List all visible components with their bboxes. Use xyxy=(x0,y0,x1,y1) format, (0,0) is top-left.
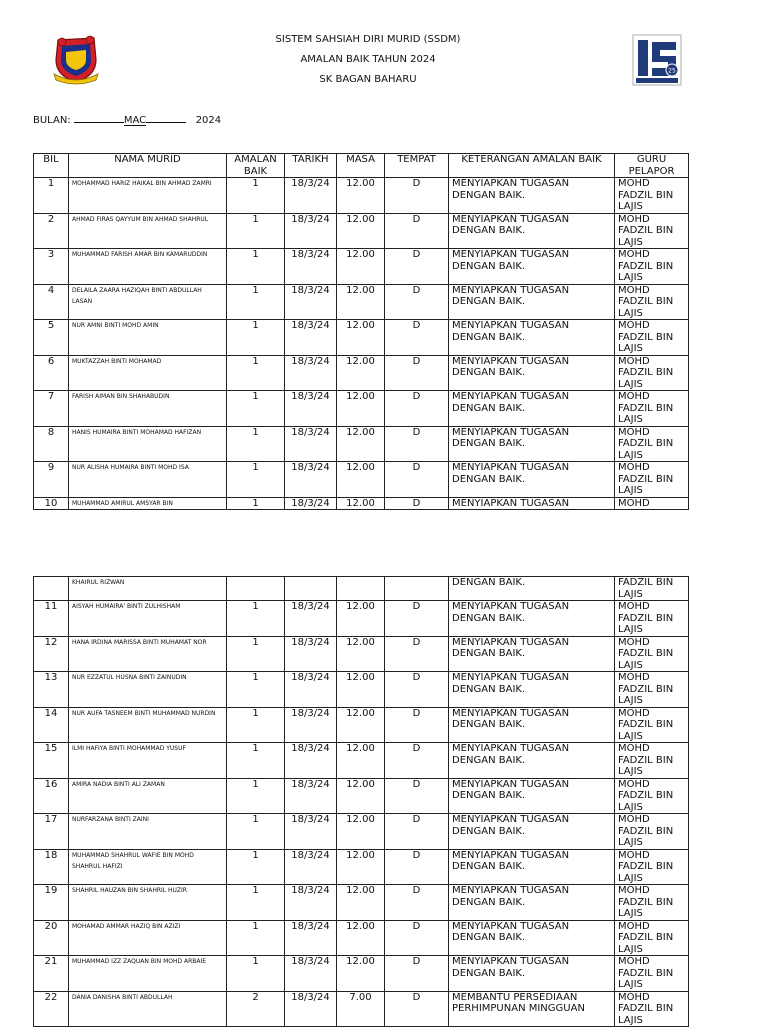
cell-tarikh: 18/3/24 xyxy=(285,426,337,462)
cell-keterangan: MENYIAPKAN TUGASAN DENGAN BAIK. xyxy=(449,249,615,285)
cell-guru: MOHD FADZIL BIN LAJIS xyxy=(615,991,689,1027)
cell-guru: MOHD FADZIL BIN LAJIS xyxy=(615,213,689,249)
cell-masa: 12.00 xyxy=(337,320,385,356)
cell-amalan: 1 xyxy=(227,213,285,249)
cell-bil: 13 xyxy=(34,672,69,708)
table-row xyxy=(34,672,689,708)
cell-tempat: D xyxy=(385,636,449,672)
cell-tempat xyxy=(385,577,449,601)
col-header-tarikh: TARIKH xyxy=(285,154,337,178)
table-row xyxy=(34,707,689,743)
cell-amalan: 1 xyxy=(227,707,285,743)
cell-guru: MOHD FADZIL BIN LAJIS xyxy=(615,601,689,637)
table-row xyxy=(34,249,689,285)
cell-keterangan: MENYIAPKAN TUGASAN DENGAN BAIK. xyxy=(449,426,615,462)
cell-tarikh: 18/3/24 xyxy=(285,636,337,672)
cell-tarikh: 18/3/24 xyxy=(285,707,337,743)
cell-masa: 12.00 xyxy=(337,707,385,743)
cell-tarikh xyxy=(285,577,337,601)
cell-tempat: D xyxy=(385,426,449,462)
table-row xyxy=(34,320,689,356)
cell-tarikh: 18/3/24 xyxy=(285,885,337,921)
cell-masa: 12.00 xyxy=(337,249,385,285)
cell-nama: NUR AUFA TASNEEM BINTI MUHAMMAD NURDIN xyxy=(69,707,227,743)
cell-nama: NUR ALISHA HUMAIRA BINTI MOHD ISA xyxy=(69,462,227,498)
cell-amalan: 1 xyxy=(227,355,285,391)
cell-keterangan: MENYIAPKAN TUGASAN DENGAN BAIK. xyxy=(449,849,615,885)
cell-guru: MOHD FADZIL BIN LAJIS xyxy=(615,778,689,814)
cell-tarikh: 18/3/24 xyxy=(285,249,337,285)
table-header-row xyxy=(34,154,689,178)
cell-masa: 12.00 xyxy=(337,355,385,391)
cell-guru: MOHD FADZIL BIN LAJIS xyxy=(615,249,689,285)
cell-nama: HANIS HUMAIRA BINTI MOHAMAD HAFIZAN xyxy=(69,426,227,462)
col-header-nama: NAMA MURID xyxy=(69,154,227,178)
cell-nama: MOHAMAD AMMAR HAZIQ BIN AZIZI xyxy=(69,920,227,956)
logo-badge-text: 25 xyxy=(668,67,676,75)
cell-masa: 12.00 xyxy=(337,849,385,885)
cell-keterangan: MENYIAPKAN TUGASAN DENGAN BAIK. xyxy=(449,320,615,356)
cell-keterangan: MENYIAPKAN TUGASAN DENGAN BAIK. xyxy=(449,778,615,814)
cell-guru: MOHD FADZIL BIN LAJIS xyxy=(615,814,689,850)
cell-amalan: 1 xyxy=(227,885,285,921)
cell-keterangan: MENYIAPKAN TUGASAN DENGAN BAIK. xyxy=(449,636,615,672)
cell-nama: FARISH AIMAN BIN SHAHABUDIN xyxy=(69,391,227,427)
cell-keterangan: MENYIAPKAN TUGASAN DENGAN BAIK. xyxy=(449,814,615,850)
cell-nama: DANIA DANISHA BINTI ABDULLAH xyxy=(69,991,227,1027)
table-body-part-1 xyxy=(34,178,689,510)
cell-masa: 12.00 xyxy=(337,956,385,992)
cell-masa: 12.00 xyxy=(337,814,385,850)
cell-tempat: D xyxy=(385,601,449,637)
cell-tarikh: 18/3/24 xyxy=(285,601,337,637)
header-school: SK BAGAN BAHARU xyxy=(319,74,417,85)
cell-amalan: 1 xyxy=(227,178,285,214)
cell-tempat: D xyxy=(385,672,449,708)
cell-bil: 1 xyxy=(34,178,69,214)
cell-keterangan: MENYIAPKAN TUGASAN DENGAN BAIK. xyxy=(449,956,615,992)
cell-amalan: 1 xyxy=(227,284,285,320)
cell-bil: 14 xyxy=(34,707,69,743)
cell-tarikh: 18/3/24 xyxy=(285,991,337,1027)
cell-guru: MOHD FADZIL BIN LAJIS xyxy=(615,707,689,743)
cell-tempat: D xyxy=(385,885,449,921)
table-row xyxy=(34,497,689,510)
table-row xyxy=(34,391,689,427)
cell-tempat: D xyxy=(385,743,449,779)
table-row xyxy=(34,743,689,779)
cell-keterangan: MENYIAPKAN TUGASAN xyxy=(449,497,615,510)
cell-bil: 8 xyxy=(34,426,69,462)
cell-nama: AISYAH HUMAIRA' BINTI ZULHISHAM xyxy=(69,601,227,637)
table-row xyxy=(34,213,689,249)
cell-guru: MOHD FADZIL BIN LAJIS xyxy=(615,743,689,779)
cell-guru: MOHD FADZIL BIN LAJIS xyxy=(615,956,689,992)
cell-tarikh: 18/3/24 xyxy=(285,178,337,214)
cell-guru: MOHD xyxy=(615,497,689,510)
cell-amalan: 1 xyxy=(227,320,285,356)
table-row xyxy=(34,885,689,921)
cell-guru: MOHD FADZIL BIN LAJIS xyxy=(615,636,689,672)
cell-masa: 12.00 xyxy=(337,391,385,427)
cell-nama: NURFARZANA BINTI ZAINI xyxy=(69,814,227,850)
cell-masa xyxy=(337,577,385,601)
cell-tempat: D xyxy=(385,814,449,850)
cell-amalan: 1 xyxy=(227,778,285,814)
cell-tempat: D xyxy=(385,778,449,814)
cell-keterangan: MEMBANTU PERSEDIAAN PERHIMPUNAN MINGGUAN xyxy=(449,991,615,1027)
cell-tempat: D xyxy=(385,707,449,743)
cell-guru: MOHD FADZIL BIN LAJIS xyxy=(615,426,689,462)
table-row xyxy=(34,577,689,601)
cell-bil: 10 xyxy=(34,497,69,510)
month-line xyxy=(33,112,221,126)
amalan-table-part-2 xyxy=(33,576,689,1027)
cell-keterangan: DENGAN BAIK. xyxy=(449,577,615,601)
cell-tarikh: 18/3/24 xyxy=(285,284,337,320)
month-label: BULAN: xyxy=(33,115,71,126)
cell-nama: HANA IRDINA MARISSA BINTI MUHAMAT NOR xyxy=(69,636,227,672)
cell-keterangan: MENYIAPKAN TUGASAN DENGAN BAIK. xyxy=(449,213,615,249)
cell-bil: 7 xyxy=(34,391,69,427)
cell-tarikh: 18/3/24 xyxy=(285,672,337,708)
cell-nama: NUR AMNI BINTI MOHD AMIN xyxy=(69,320,227,356)
amalan-table-part-1 xyxy=(33,153,689,510)
cell-guru: MOHD FADZIL BIN LAJIS xyxy=(615,462,689,498)
cell-guru: MOHD FADZIL BIN LAJIS xyxy=(615,178,689,214)
cell-tarikh: 18/3/24 xyxy=(285,213,337,249)
cell-tempat: D xyxy=(385,991,449,1027)
cell-nama: AHMAD FIRAS QAYYUM BIN AHMAD SHAHRUL xyxy=(69,213,227,249)
document-header xyxy=(0,30,736,90)
cell-tarikh: 18/3/24 xyxy=(285,320,337,356)
cell-amalan: 1 xyxy=(227,497,285,510)
cell-tempat: D xyxy=(385,920,449,956)
cell-nama: SHAHRIL HAUZAN BIN SHAHRIL HUZIR xyxy=(69,885,227,921)
year-value: 2024 xyxy=(195,115,222,126)
cell-nama: DELAILA ZAARA HAZIQAH BINTI ABDULLAH LASAN xyxy=(69,284,227,320)
cell-guru: MOHD FADZIL BIN LAJIS xyxy=(615,672,689,708)
cell-tarikh: 18/3/24 xyxy=(285,956,337,992)
cell-bil: 9 xyxy=(34,462,69,498)
cell-masa: 12.00 xyxy=(337,284,385,320)
cell-bil: 17 xyxy=(34,814,69,850)
table-row xyxy=(34,849,689,885)
cell-tempat: D xyxy=(385,249,449,285)
cell-keterangan: MENYIAPKAN TUGASAN DENGAN BAIK. xyxy=(449,707,615,743)
cell-bil: 20 xyxy=(34,920,69,956)
cell-guru: MOHD FADZIL BIN LAJIS xyxy=(615,391,689,427)
cell-bil xyxy=(34,577,69,601)
cell-keterangan: MENYIAPKAN TUGASAN DENGAN BAIK. xyxy=(449,391,615,427)
cell-guru: MOHD FADZIL BIN LAJIS xyxy=(615,849,689,885)
cell-bil: 19 xyxy=(34,885,69,921)
cell-bil: 22 xyxy=(34,991,69,1027)
cell-nama: NUR EZZATUL HUSNA BINTI ZAINUDIN xyxy=(69,672,227,708)
table-row xyxy=(34,920,689,956)
cell-nama: MUHAMMAD AMIRUL AMSYAR BIN xyxy=(69,497,227,510)
table-row xyxy=(34,991,689,1027)
cell-bil: 6 xyxy=(34,355,69,391)
cell-masa: 12.00 xyxy=(337,601,385,637)
cell-masa: 12.00 xyxy=(337,178,385,214)
cell-amalan: 1 xyxy=(227,636,285,672)
cell-bil: 4 xyxy=(34,284,69,320)
cell-nama: ILMI HAFIYA BINTI MOHAMMAD YUSUF xyxy=(69,743,227,779)
cell-amalan: 1 xyxy=(227,462,285,498)
cell-masa: 7.00 xyxy=(337,991,385,1027)
cell-tarikh: 18/3/24 xyxy=(285,920,337,956)
cell-tempat: D xyxy=(385,391,449,427)
cell-tempat: D xyxy=(385,284,449,320)
cell-amalan: 1 xyxy=(227,672,285,708)
cell-keterangan: MENYIAPKAN TUGASAN DENGAN BAIK. xyxy=(449,178,615,214)
cell-amalan: 1 xyxy=(227,920,285,956)
cell-masa: 12.00 xyxy=(337,426,385,462)
table-row xyxy=(34,462,689,498)
cell-keterangan: MENYIAPKAN TUGASAN DENGAN BAIK. xyxy=(449,355,615,391)
cell-guru: MOHD FADZIL BIN LAJIS xyxy=(615,320,689,356)
col-header-amalan: AMALAN BAIK xyxy=(227,154,285,178)
cell-amalan: 1 xyxy=(227,426,285,462)
cell-tarikh: 18/3/24 xyxy=(285,391,337,427)
cell-guru: MOHD FADZIL BIN LAJIS xyxy=(615,885,689,921)
table-row xyxy=(34,636,689,672)
cell-guru: MOHD FADZIL BIN LAJIS xyxy=(615,284,689,320)
cell-amalan: 1 xyxy=(227,956,285,992)
cell-keterangan: MENYIAPKAN TUGASAN DENGAN BAIK. xyxy=(449,462,615,498)
cell-bil: 16 xyxy=(34,778,69,814)
cell-bil: 5 xyxy=(34,320,69,356)
cell-tarikh: 18/3/24 xyxy=(285,778,337,814)
col-header-keterangan: KETERANGAN AMALAN BAIK xyxy=(449,154,615,178)
cell-keterangan: MENYIAPKAN TUGASAN DENGAN BAIK. xyxy=(449,601,615,637)
cell-tarikh: 18/3/24 xyxy=(285,814,337,850)
col-header-guru: GURU PELAPOR xyxy=(615,154,689,178)
cell-nama: MOHAMMAD HARIZ HAIKAL BIN AHMAD ZAMRI xyxy=(69,178,227,214)
cell-amalan: 1 xyxy=(227,814,285,850)
cell-bil: 2 xyxy=(34,213,69,249)
cell-keterangan: MENYIAPKAN TUGASAN DENGAN BAIK. xyxy=(449,920,615,956)
cell-amalan: 1 xyxy=(227,601,285,637)
table-row xyxy=(34,426,689,462)
cell-tempat: D xyxy=(385,213,449,249)
cell-bil: 21 xyxy=(34,956,69,992)
cell-bil: 11 xyxy=(34,601,69,637)
cell-masa: 12.00 xyxy=(337,213,385,249)
cell-nama: MUKTAZZAH BINTI MOHAMAD xyxy=(69,355,227,391)
cell-masa: 12.00 xyxy=(337,636,385,672)
cell-guru: MOHD FADZIL BIN LAJIS xyxy=(615,920,689,956)
cell-masa: 12.00 xyxy=(337,743,385,779)
cell-amalan: 2 xyxy=(227,991,285,1027)
cell-amalan: 1 xyxy=(227,391,285,427)
cell-masa: 12.00 xyxy=(337,778,385,814)
cell-tarikh: 18/3/24 xyxy=(285,497,337,510)
header-subtitle: AMALAN BAIK TAHUN 2024 xyxy=(300,54,436,65)
cell-masa: 12.00 xyxy=(337,885,385,921)
cell-keterangan: MENYIAPKAN TUGASAN DENGAN BAIK. xyxy=(449,672,615,708)
cell-amalan xyxy=(227,577,285,601)
table-row xyxy=(34,355,689,391)
cell-tarikh: 18/3/24 xyxy=(285,743,337,779)
cell-tarikh: 18/3/24 xyxy=(285,355,337,391)
table-row xyxy=(34,601,689,637)
cell-tempat: D xyxy=(385,320,449,356)
cell-tarikh: 18/3/24 xyxy=(285,462,337,498)
cell-bil: 3 xyxy=(34,249,69,285)
cell-masa: 12.00 xyxy=(337,462,385,498)
cell-keterangan: MENYIAPKAN TUGASAN DENGAN BAIK. xyxy=(449,284,615,320)
cell-tempat: D xyxy=(385,462,449,498)
cell-masa: 12.00 xyxy=(337,497,385,510)
col-header-tempat: TEMPAT xyxy=(385,154,449,178)
cell-nama: KHAIRUL RIZWAN xyxy=(69,577,227,601)
cell-nama: AMIRA NADIA BINTI ALI ZAMAN xyxy=(69,778,227,814)
month-blank-after xyxy=(146,112,186,123)
cell-tempat: D xyxy=(385,355,449,391)
col-header-masa: MASA xyxy=(337,154,385,178)
cell-nama: MUHAMMAD SHAHRUL WAFIE BIN MOHD SHAHRUL HAFIZI xyxy=(69,849,227,885)
cell-nama: MUHAMMAD IZZ ZAQUAN BIN MOHD ARBAIE xyxy=(69,956,227,992)
cell-bil: 18 xyxy=(34,849,69,885)
cell-tarikh: 18/3/24 xyxy=(285,849,337,885)
cell-masa: 12.00 xyxy=(337,920,385,956)
month-value: MAC xyxy=(123,115,147,126)
header-title: SISTEM SAHSIAH DIRI MURID (SSDM) xyxy=(275,34,461,45)
cell-guru: MOHD FADZIL BIN LAJIS xyxy=(615,355,689,391)
cell-tempat: D xyxy=(385,956,449,992)
cell-amalan: 1 xyxy=(227,743,285,779)
cell-keterangan: MENYIAPKAN TUGASAN DENGAN BAIK. xyxy=(449,743,615,779)
cell-masa: 12.00 xyxy=(337,672,385,708)
cell-tempat: D xyxy=(385,497,449,510)
cell-guru: FADZIL BIN LAJIS xyxy=(615,577,689,601)
cell-bil: 15 xyxy=(34,743,69,779)
table-body-part-2 xyxy=(34,577,689,1027)
cell-keterangan: MENYIAPKAN TUGASAN DENGAN BAIK. xyxy=(449,885,615,921)
table-row xyxy=(34,284,689,320)
cell-amalan: 1 xyxy=(227,849,285,885)
table-row xyxy=(34,178,689,214)
cell-tempat: D xyxy=(385,849,449,885)
cell-amalan: 1 xyxy=(227,249,285,285)
cell-nama: MUHAMMAD FARISH AMAR BIN KAMARUDDIN xyxy=(69,249,227,285)
table-row xyxy=(34,814,689,850)
cell-bil: 12 xyxy=(34,636,69,672)
col-header-bil: BIL xyxy=(34,154,69,178)
table-row xyxy=(34,778,689,814)
cell-tempat: D xyxy=(385,178,449,214)
month-blank-before xyxy=(74,112,124,123)
table-row xyxy=(34,956,689,992)
